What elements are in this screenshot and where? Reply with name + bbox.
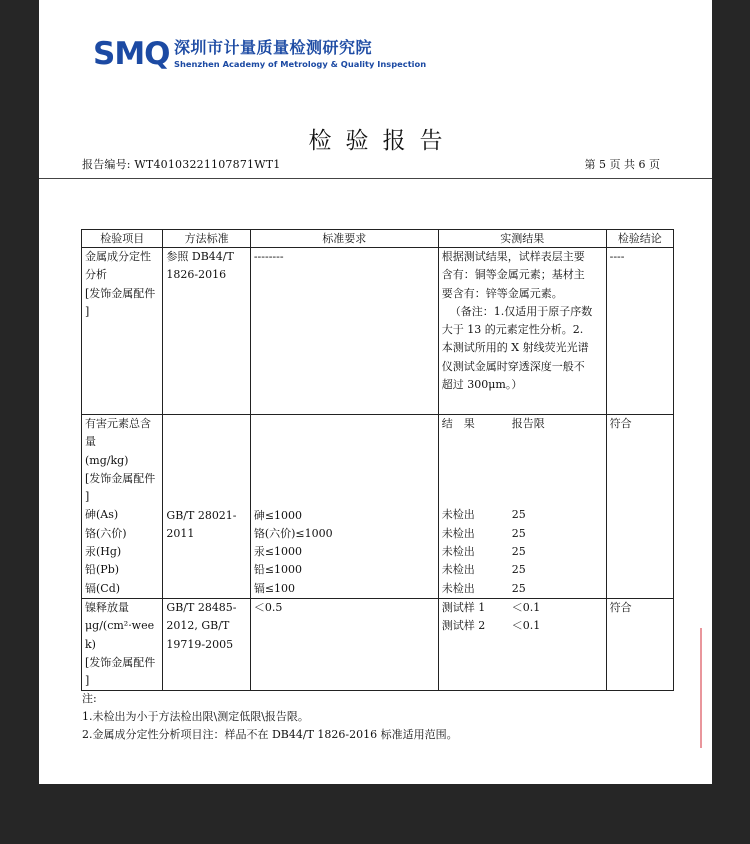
header-requirement: 标准要求 (250, 230, 438, 248)
header-method: 方法标准 (163, 230, 250, 248)
result-line: 未检出 25 (441, 563, 526, 577)
header-result: 实测结果 (438, 230, 606, 248)
header-divider (39, 178, 712, 179)
table-row (82, 598, 674, 690)
notes-label: 注: (82, 692, 97, 705)
institution-name-en: Shenzhen Academy of Metrology & Quality Inspection (174, 59, 427, 69)
cell-method: 参照 DB44/T 1826-2016 (163, 248, 250, 415)
cell-requirement: ＜0.5 (250, 598, 438, 690)
cell-item: 金属成分定性 分析 [发饰金属配件 ] (82, 248, 163, 415)
institution-name (174, 38, 426, 69)
report-page (39, 0, 712, 784)
smq-logo: SMQ (93, 36, 170, 72)
cell-conclusion: 符合 (606, 598, 673, 690)
cell-item: 镍释放量 μg/(cm²·wee k) [发饰金属配件 ] (82, 598, 163, 690)
cell-result: 结 果 报告限 未检出 25 未检出 25 未检出 25 未检出 25 未检出 25 (438, 415, 606, 599)
result-line: 未检出 25 (441, 581, 526, 595)
cell-result (438, 598, 606, 690)
cell-method: GB/T 28021- 2011 (163, 415, 250, 599)
result-line: 未检出 25 (441, 508, 526, 522)
cell-requirement: 砷≤1000 铬(六价)≤1000 汞≤1000 铅≤1000 镉≤100 (250, 415, 438, 599)
report-title: 检验报告 (308, 128, 457, 154)
result-line: 未检出 25 (441, 526, 526, 540)
table-header-row (82, 230, 674, 248)
note-line: 1.未检出为小于方法检出限\测定低限\报告限。 (82, 710, 309, 723)
report-number: 报告编号: WT40103221107871WT1 (82, 158, 281, 171)
result-line: 未检出 25 (441, 545, 526, 559)
cell-conclusion: ---- (606, 248, 673, 415)
cell-conclusion: 符合 (606, 415, 673, 599)
cell-requirement: -------- (250, 248, 438, 415)
result-line: 测试样 2 ＜0.1 (441, 619, 541, 633)
seal-stamp-edge (700, 628, 715, 748)
page-number: 第 5 页 共 6 页 (584, 158, 660, 171)
notes (82, 690, 458, 744)
cell-item: 有害元素总含 量 (mg/kg) [发饰金属配件 ] 砷(As) 铬(六价) 汞(Hg) 铅(Pb) 镉(Cd) (82, 415, 163, 599)
inspection-table (81, 229, 674, 691)
header-item: 检验项目 (82, 230, 163, 248)
result-line: 测试样 1 ＜0.1 (441, 600, 541, 614)
table-row (82, 415, 674, 599)
cell-result: 根据测试结果，试样表层主要 含有：铜等金属元素；基材主 要含有：锌等金属元素。 （备注：1.仅适用于原子序数 大于 13 的元素定性分析。2. 本测试所用的 X 射线荧光光谱 仪测试金属时穿透深度一般不 超过 300μm。） (438, 248, 606, 415)
cell-method: GB/T 28485- 2012, GB/T 19719-2005 (163, 598, 250, 690)
institution-name-cn: 深圳市计量质量检测研究院 (174, 38, 373, 57)
note-line: 2.金属成分定性分析项目注：样品不在 DB44/T 1826-2016 标准适用范围。 (82, 728, 458, 741)
header-conclusion: 检验结论 (606, 230, 673, 248)
table-row (82, 248, 674, 415)
